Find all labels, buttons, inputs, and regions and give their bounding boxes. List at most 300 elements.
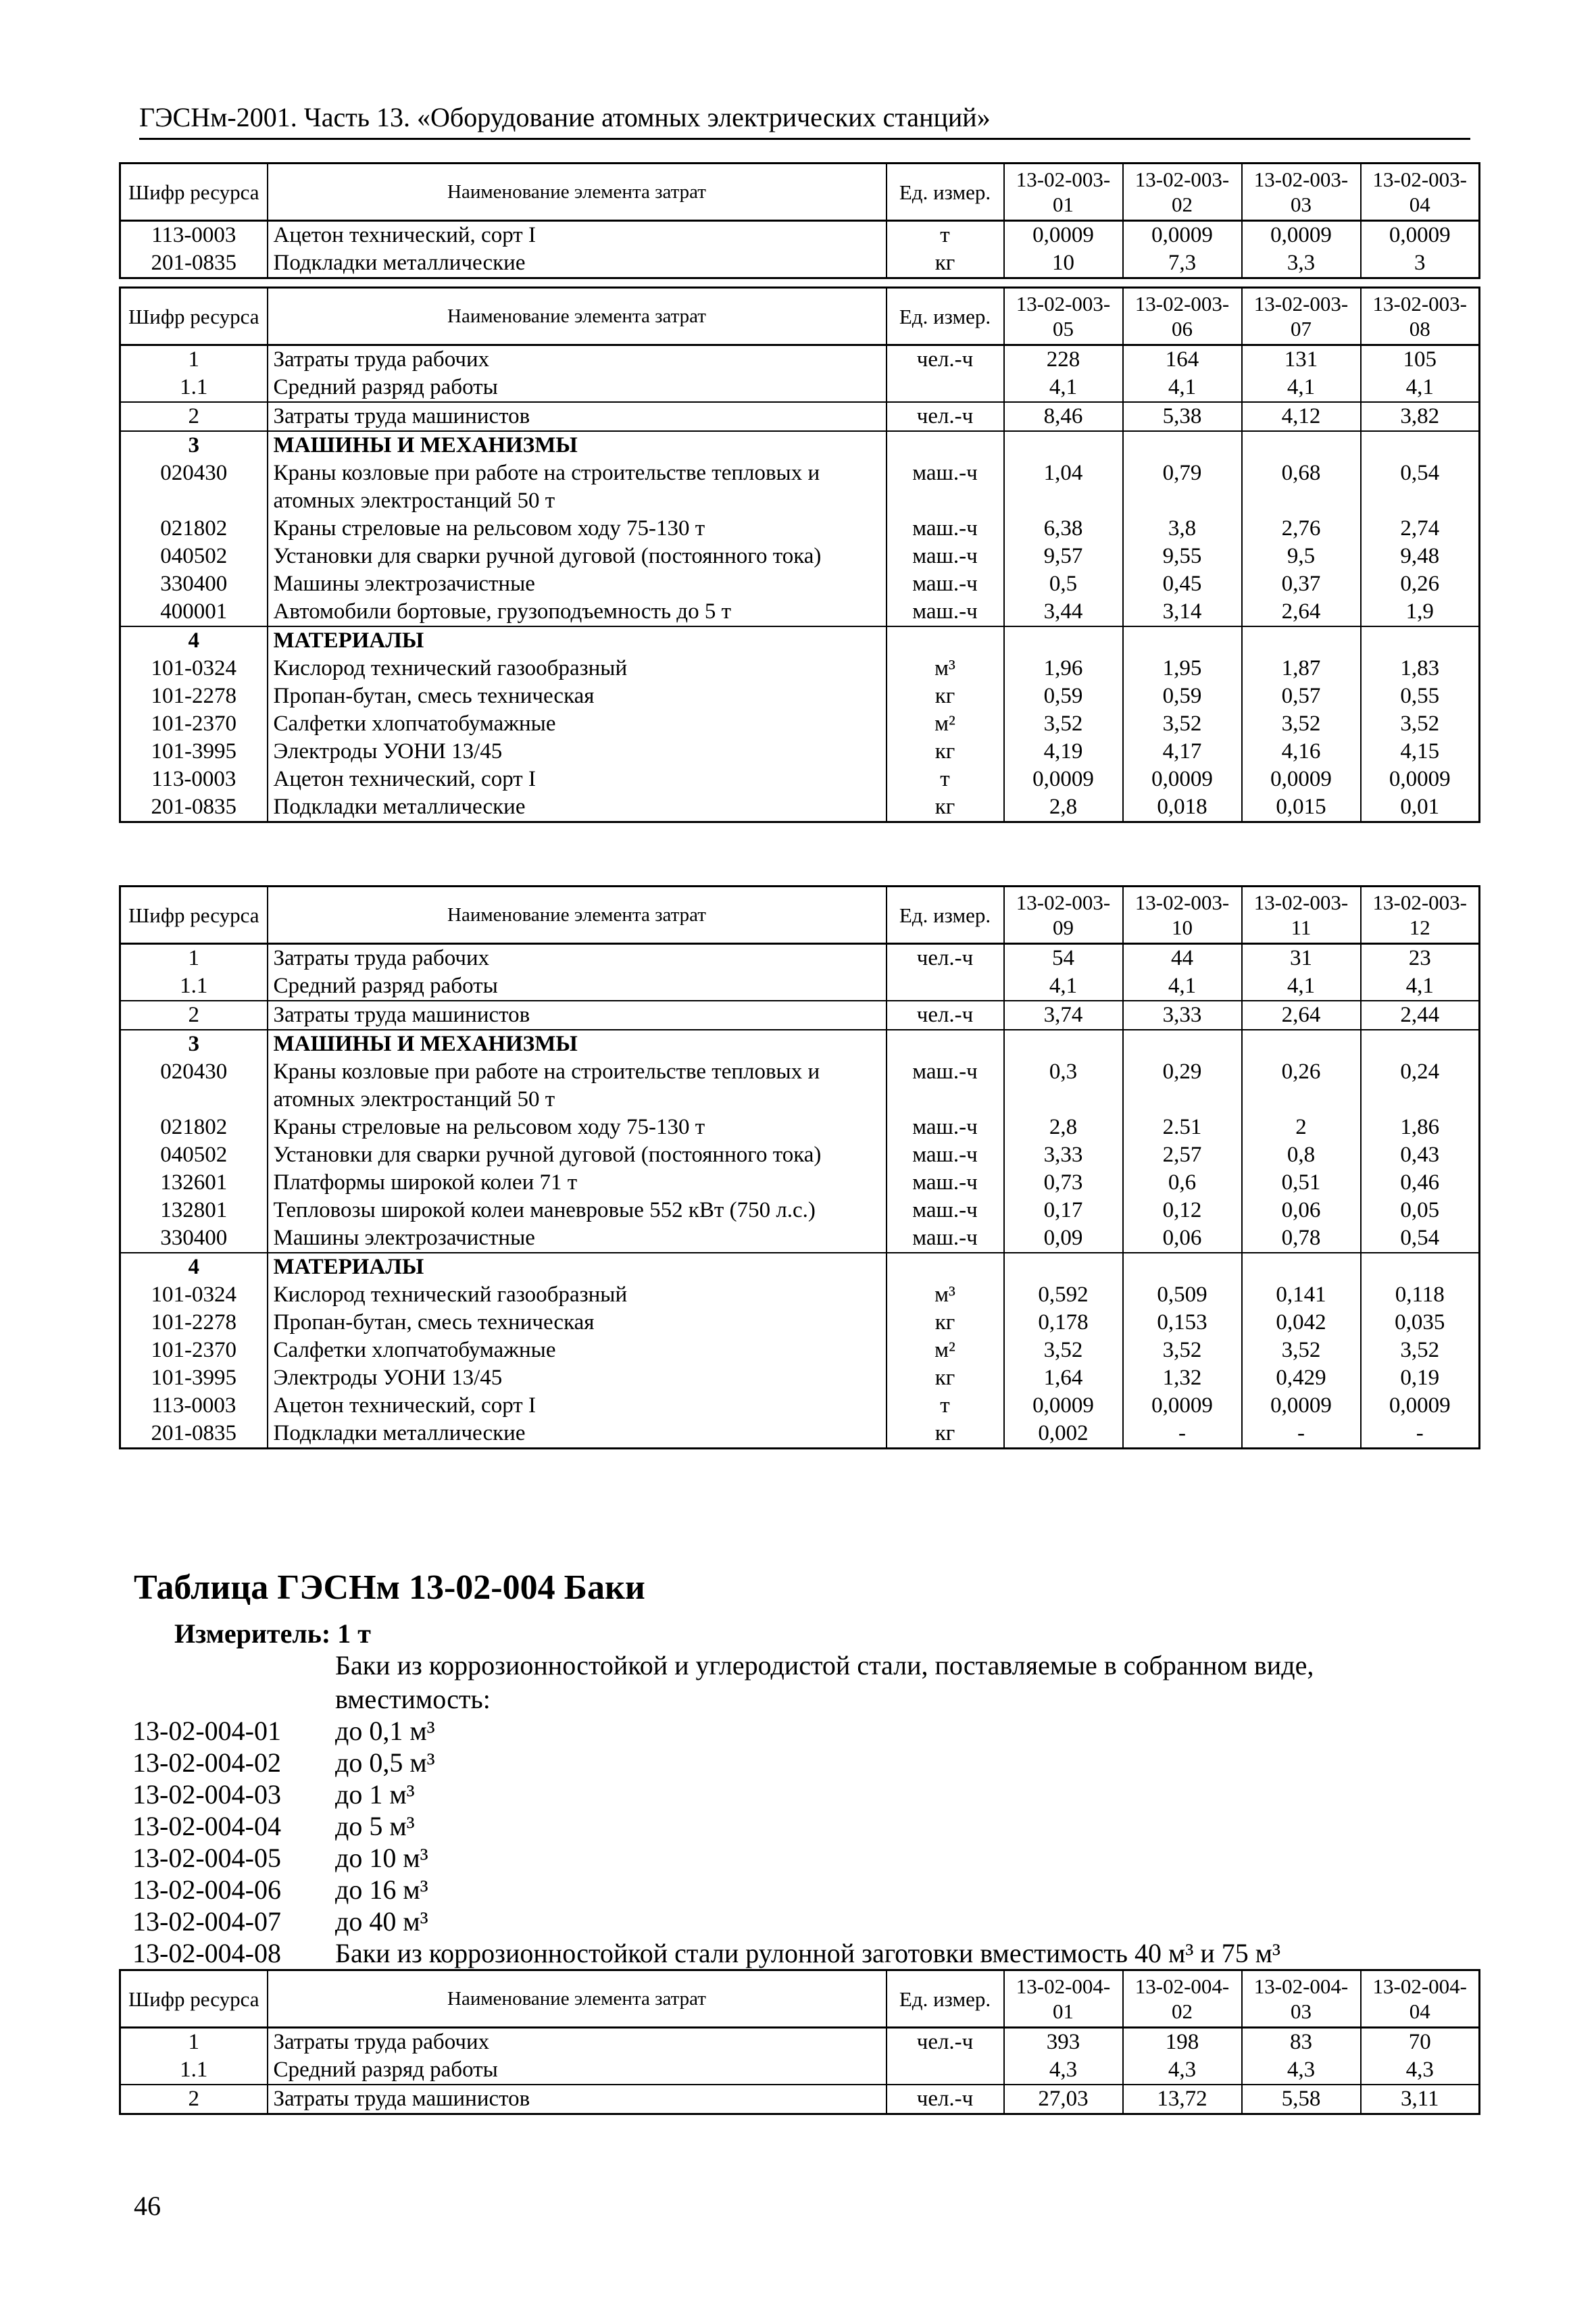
resource-value: 0,0009 xyxy=(1361,766,1480,793)
resource-code: 2 xyxy=(120,2085,268,2114)
table-row xyxy=(120,1141,1480,1169)
resource-value: 10 xyxy=(1004,249,1123,278)
header-norm-code: 13-02-003-08 xyxy=(1361,288,1480,345)
item-code: 13-02-004-01 xyxy=(132,1716,281,1746)
resource-value xyxy=(1123,431,1242,459)
resource-value: 23 xyxy=(1361,944,1480,973)
table-row xyxy=(120,1253,1480,1281)
resource-value: 3,44 xyxy=(1004,598,1123,626)
resource-code: 101-2370 xyxy=(120,710,268,738)
page-number: 46 xyxy=(134,2191,161,2221)
resource-value: 4,3 xyxy=(1004,2056,1123,2085)
resource-name: Краны стреловые на рельсовом ходу 75-130 т xyxy=(268,515,887,543)
resource-value: 0,59 xyxy=(1123,682,1242,710)
item-list xyxy=(132,1715,1477,1969)
resource-name: Ацетон технический, сорт I xyxy=(268,766,887,793)
header-unit: Ед. измер. xyxy=(887,887,1004,944)
resource-value: 0,73 xyxy=(1004,1169,1123,1197)
table-header-row xyxy=(120,887,1480,944)
table-row xyxy=(120,655,1480,682)
resource-value: 4,1 xyxy=(1242,972,1361,1001)
resource-value: 2,44 xyxy=(1361,1001,1480,1030)
resource-value: 3,52 xyxy=(1004,710,1123,738)
table-row xyxy=(120,944,1480,973)
resource-name: Средний разряд работы xyxy=(268,2056,887,2085)
resource-value xyxy=(1242,431,1361,459)
resource-value: 2,74 xyxy=(1361,515,1480,543)
resource-code: 4 xyxy=(120,1253,268,1281)
resource-name: Машины электрозачистные xyxy=(268,570,887,598)
item-text: до 10 м³ xyxy=(335,1843,428,1873)
table-header-row xyxy=(120,164,1480,221)
resource-code: 1 xyxy=(120,2028,268,2057)
resource-value: 0,035 xyxy=(1361,1309,1480,1337)
header-norm-code: 13-02-003-07 xyxy=(1242,288,1361,345)
resource-value xyxy=(1004,626,1123,655)
resource-value: 13,72 xyxy=(1123,2085,1242,2114)
item-code: 13-02-004-03 xyxy=(132,1779,281,1810)
resource-code: 113-0003 xyxy=(120,221,268,250)
resource-value: 4,1 xyxy=(1242,374,1361,402)
resource-value: 2,64 xyxy=(1242,1001,1361,1030)
header-norm-code: 13-02-004-01 xyxy=(1004,1970,1123,2028)
header-code: Шифр ресурса xyxy=(120,887,268,944)
resource-value: 0,0009 xyxy=(1004,221,1123,250)
header-norm-code: 13-02-003-12 xyxy=(1361,887,1480,944)
item-text: до 1 м³ xyxy=(335,1779,415,1810)
item-row xyxy=(132,1842,1477,1874)
header-name: Наименование элемента затрат xyxy=(268,1970,887,2028)
resource-code: 201-0835 xyxy=(120,1420,268,1449)
resource-value: 0,0009 xyxy=(1123,1392,1242,1420)
resource-unit: м² xyxy=(887,1337,1004,1364)
table-row xyxy=(120,543,1480,570)
item-text: до 5 м³ xyxy=(335,1811,415,1841)
section-title: Таблица ГЭСНм 13-02-004 Баки xyxy=(134,1568,645,1607)
resource-value: 3,52 xyxy=(1004,1337,1123,1364)
resource-value: 0,5 xyxy=(1004,570,1123,598)
resource-name: Краны козловые при работе на строительстве тепловых и атомных электростанций 50 т xyxy=(268,1058,887,1114)
resource-code: 101-2278 xyxy=(120,1309,268,1337)
item-row xyxy=(132,1874,1477,1906)
resource-name: Подкладки металлические xyxy=(268,1420,887,1449)
resource-value xyxy=(1361,431,1480,459)
resource-unit: маш.-ч xyxy=(887,1169,1004,1197)
table-row xyxy=(120,1030,1480,1058)
header-norm-code: 13-02-003-10 xyxy=(1123,887,1242,944)
item-row xyxy=(132,1906,1477,1937)
table-row xyxy=(120,1281,1480,1309)
resource-value: 1,96 xyxy=(1004,655,1123,682)
table-row xyxy=(120,431,1480,459)
resource-value: 4,1 xyxy=(1361,972,1480,1001)
header-norm-code: 13-02-003-03 xyxy=(1242,164,1361,221)
resource-value: 0,29 xyxy=(1123,1058,1242,1114)
resource-value: 164 xyxy=(1123,345,1242,374)
resource-value: 0,6 xyxy=(1123,1169,1242,1197)
item-row xyxy=(132,1778,1477,1810)
resource-unit: маш.-ч xyxy=(887,570,1004,598)
resource-value: - xyxy=(1123,1420,1242,1449)
resource-value: 5,38 xyxy=(1123,402,1242,431)
resource-value: 9,57 xyxy=(1004,543,1123,570)
resource-value: 0,54 xyxy=(1361,459,1480,515)
resource-table-003-01-04 xyxy=(119,162,1480,279)
resource-value: 1,95 xyxy=(1123,655,1242,682)
resource-value: 31 xyxy=(1242,944,1361,973)
resource-value: 3,14 xyxy=(1123,598,1242,626)
resource-name: Краны козловые при работе на строительстве тепловых и атомных электростанций 50 т xyxy=(268,459,887,515)
resource-unit: чел.-ч xyxy=(887,2028,1004,2057)
table-row xyxy=(120,598,1480,626)
resource-unit: маш.-ч xyxy=(887,543,1004,570)
resource-value: - xyxy=(1361,1420,1480,1449)
item-text: Баки из коррозионностойкой стали рулонной заготовки вместимость 40 м³ и 75 м³ xyxy=(335,1938,1281,1968)
resource-value xyxy=(1004,1030,1123,1058)
resource-value: 0,26 xyxy=(1361,570,1480,598)
resource-name: Затраты труда машинистов xyxy=(268,2085,887,2114)
resource-value: 4,19 xyxy=(1004,738,1123,766)
resource-value: 0,46 xyxy=(1361,1169,1480,1197)
resource-name: Затраты труда машинистов xyxy=(268,1001,887,1030)
table-row xyxy=(120,459,1480,515)
resource-value: 0,06 xyxy=(1242,1197,1361,1224)
resource-value: 4,1 xyxy=(1123,374,1242,402)
resource-value xyxy=(1361,1030,1480,1058)
resource-unit: маш.-ч xyxy=(887,1141,1004,1169)
resource-code: 201-0835 xyxy=(120,793,268,822)
table-row xyxy=(120,249,1480,278)
resource-unit: маш.-ч xyxy=(887,459,1004,515)
resource-value: 0,54 xyxy=(1361,1224,1480,1253)
measure-unit: Измеритель: 1 т xyxy=(174,1618,371,1649)
resource-unit: м³ xyxy=(887,655,1004,682)
resource-value: 0,018 xyxy=(1123,793,1242,822)
resource-value: 0,0009 xyxy=(1004,1392,1123,1420)
resource-name: Средний разряд работы xyxy=(268,374,887,402)
resource-value xyxy=(1123,626,1242,655)
resource-unit: чел.-ч xyxy=(887,2085,1004,2114)
resource-value: 5,58 xyxy=(1242,2085,1361,2114)
resource-code: 021802 xyxy=(120,1114,268,1141)
resource-name: Ацетон технический, сорт I xyxy=(268,221,887,250)
resource-code: 040502 xyxy=(120,1141,268,1169)
resource-value: 3,74 xyxy=(1004,1001,1123,1030)
resource-code: 132801 xyxy=(120,1197,268,1224)
table-row xyxy=(120,1337,1480,1364)
table-header-row xyxy=(120,1970,1480,2028)
table-row xyxy=(120,1364,1480,1392)
resource-unit: маш.-ч xyxy=(887,598,1004,626)
resource-value xyxy=(1242,626,1361,655)
resource-value: 7,3 xyxy=(1123,249,1242,278)
resource-value: 70 xyxy=(1361,2028,1480,2057)
resource-unit: чел.-ч xyxy=(887,345,1004,374)
resource-unit: чел.-ч xyxy=(887,402,1004,431)
resource-value: 3,33 xyxy=(1004,1141,1123,1169)
resource-table-003-09-12 xyxy=(119,885,1480,1449)
resource-value: 8,46 xyxy=(1004,402,1123,431)
resource-value: 4,3 xyxy=(1123,2056,1242,2085)
resource-code: 1.1 xyxy=(120,374,268,402)
resource-name: Установки для сварки ручной дуговой (постоянного тока) xyxy=(268,543,887,570)
resource-value: 3,52 xyxy=(1123,710,1242,738)
table-row xyxy=(120,2056,1480,2085)
resource-value: 0,118 xyxy=(1361,1281,1480,1309)
resource-value: 0,592 xyxy=(1004,1281,1123,1309)
resource-value: 0,153 xyxy=(1123,1309,1242,1337)
resource-unit: т xyxy=(887,221,1004,250)
resource-value: 4,15 xyxy=(1361,738,1480,766)
resource-value: 0,509 xyxy=(1123,1281,1242,1309)
table-row xyxy=(120,682,1480,710)
resource-name: Затраты труда рабочих xyxy=(268,345,887,374)
header-norm-code: 13-02-003-01 xyxy=(1004,164,1123,221)
resource-code: 113-0003 xyxy=(120,766,268,793)
page-header: ГЭСНм-2001. Часть 13. «Оборудование атомных электрических станций» xyxy=(139,100,1470,140)
resource-value xyxy=(1242,1253,1361,1281)
resource-unit: маш.-ч xyxy=(887,515,1004,543)
table-header-row xyxy=(120,288,1480,345)
resource-unit xyxy=(887,2056,1004,2085)
resource-value: 131 xyxy=(1242,345,1361,374)
resource-name: Автомобили бортовые, грузоподъемность до 5 т xyxy=(268,598,887,626)
table-row xyxy=(120,570,1480,598)
resource-value: 2.51 xyxy=(1123,1114,1242,1141)
resource-name: Салфетки хлопчатобумажные xyxy=(268,1337,887,1364)
resource-value: 0,141 xyxy=(1242,1281,1361,1309)
resource-value: 4,1 xyxy=(1123,972,1242,1001)
resource-value: 3,8 xyxy=(1123,515,1242,543)
resource-value: 0,0009 xyxy=(1123,221,1242,250)
resource-code: 1.1 xyxy=(120,972,268,1001)
item-row xyxy=(132,1747,1477,1778)
resource-value xyxy=(1004,1253,1123,1281)
resource-value: 44 xyxy=(1123,944,1242,973)
resource-value: 0,429 xyxy=(1242,1364,1361,1392)
resource-value: 0,57 xyxy=(1242,682,1361,710)
resource-name: Пропан-бутан, смесь техническая xyxy=(268,682,887,710)
resource-value xyxy=(1361,1253,1480,1281)
resource-unit: чел.-ч xyxy=(887,1001,1004,1030)
resource-value: 4,3 xyxy=(1361,2056,1480,2085)
resource-unit: маш.-ч xyxy=(887,1224,1004,1253)
resource-unit: т xyxy=(887,766,1004,793)
resource-value: 0,3 xyxy=(1004,1058,1123,1114)
table-row xyxy=(120,1224,1480,1253)
resource-value: 4,17 xyxy=(1123,738,1242,766)
header-name: Наименование элемента затрат xyxy=(268,164,887,221)
resource-value xyxy=(1242,1030,1361,1058)
resource-name: Ацетон технический, сорт I xyxy=(268,1392,887,1420)
table-row xyxy=(120,710,1480,738)
resource-unit: м³ xyxy=(887,1281,1004,1309)
resource-value: 2,76 xyxy=(1242,515,1361,543)
table-row xyxy=(120,402,1480,431)
resource-code: 2 xyxy=(120,1001,268,1030)
item-code: 13-02-004-08 xyxy=(132,1938,281,1968)
table-row xyxy=(120,1001,1480,1030)
resource-value: 2,8 xyxy=(1004,793,1123,822)
resource-value: 0,05 xyxy=(1361,1197,1480,1224)
resource-value: 4,16 xyxy=(1242,738,1361,766)
header-norm-code: 13-02-003-02 xyxy=(1123,164,1242,221)
resource-name: МАШИНЫ И МЕХАНИЗМЫ xyxy=(268,1030,887,1058)
resource-unit: т xyxy=(887,1392,1004,1420)
resource-unit: маш.-ч xyxy=(887,1197,1004,1224)
resource-unit xyxy=(887,431,1004,459)
header-norm-code: 13-02-004-02 xyxy=(1123,1970,1242,2028)
item-text: до 0,1 м³ xyxy=(335,1716,435,1746)
resource-value: 0,68 xyxy=(1242,459,1361,515)
resource-value: - xyxy=(1242,1420,1361,1449)
table-row xyxy=(120,626,1480,655)
resource-name: Затраты труда рабочих xyxy=(268,2028,887,2057)
resource-code: 2 xyxy=(120,402,268,431)
resource-name: МАТЕРИАЛЫ xyxy=(268,626,887,655)
resource-unit xyxy=(887,1030,1004,1058)
resource-code: 201-0835 xyxy=(120,249,268,278)
resource-value: 0,09 xyxy=(1004,1224,1123,1253)
resource-code: 101-2278 xyxy=(120,682,268,710)
resource-value: 0,002 xyxy=(1004,1420,1123,1449)
table-row xyxy=(120,1058,1480,1114)
resource-name: МАШИНЫ И МЕХАНИЗМЫ xyxy=(268,431,887,459)
resource-unit xyxy=(887,374,1004,402)
resource-value: 3,52 xyxy=(1361,1337,1480,1364)
item-code: 13-02-004-04 xyxy=(132,1811,281,1841)
header-unit: Ед. измер. xyxy=(887,288,1004,345)
resource-value: 4,12 xyxy=(1242,402,1361,431)
header-norm-code: 13-02-003-09 xyxy=(1004,887,1123,944)
resource-value: 0,26 xyxy=(1242,1058,1361,1114)
table-row xyxy=(120,1420,1480,1449)
resource-value: 0,79 xyxy=(1123,459,1242,515)
item-code: 13-02-004-02 xyxy=(132,1747,281,1778)
item-code: 13-02-004-07 xyxy=(132,1906,281,1937)
resource-code: 400001 xyxy=(120,598,268,626)
item-code: 13-02-004-05 xyxy=(132,1843,281,1873)
resource-unit xyxy=(887,972,1004,1001)
table-row xyxy=(120,2028,1480,2057)
item-row xyxy=(132,1937,1477,1969)
resource-unit: кг xyxy=(887,249,1004,278)
resource-value: 3,52 xyxy=(1242,710,1361,738)
resource-table-004-01-04 xyxy=(119,1969,1480,2115)
resource-unit xyxy=(887,626,1004,655)
table-row xyxy=(120,1197,1480,1224)
resource-code: 1 xyxy=(120,944,268,973)
resource-value: 4,1 xyxy=(1004,972,1123,1001)
resource-value: 0,0009 xyxy=(1361,1392,1480,1420)
resource-value xyxy=(1361,626,1480,655)
resource-value: 1,87 xyxy=(1242,655,1361,682)
resource-name: Электроды УОНИ 13/45 xyxy=(268,738,887,766)
resource-value xyxy=(1123,1253,1242,1281)
resource-value: 4,1 xyxy=(1004,374,1123,402)
table-row xyxy=(120,2085,1480,2114)
resource-name: Электроды УОНИ 13/45 xyxy=(268,1364,887,1392)
resource-value: 0,43 xyxy=(1361,1141,1480,1169)
item-row xyxy=(132,1715,1477,1747)
table-row xyxy=(120,515,1480,543)
resource-value: 0,178 xyxy=(1004,1309,1123,1337)
resource-value: 1,04 xyxy=(1004,459,1123,515)
resource-value: 0,042 xyxy=(1242,1309,1361,1337)
resource-code: 1 xyxy=(120,345,268,374)
header-norm-code: 13-02-003-04 xyxy=(1361,164,1480,221)
resource-code: 132601 xyxy=(120,1169,268,1197)
resource-name: Кислород технический газообразный xyxy=(268,655,887,682)
resource-value: 0,0009 xyxy=(1242,1392,1361,1420)
resource-value: 0,17 xyxy=(1004,1197,1123,1224)
resource-unit: кг xyxy=(887,1309,1004,1337)
resource-value: 0,51 xyxy=(1242,1169,1361,1197)
resource-value: 0,37 xyxy=(1242,570,1361,598)
resource-code: 101-3995 xyxy=(120,1364,268,1392)
item-code: 13-02-004-06 xyxy=(132,1874,281,1905)
resource-code: 4 xyxy=(120,626,268,655)
resource-value: 54 xyxy=(1004,944,1123,973)
resource-code: 330400 xyxy=(120,1224,268,1253)
resource-code: 040502 xyxy=(120,543,268,570)
resource-unit: кг xyxy=(887,738,1004,766)
resource-value: 0,8 xyxy=(1242,1141,1361,1169)
resource-value: 9,48 xyxy=(1361,543,1480,570)
resource-name: Подкладки металлические xyxy=(268,249,887,278)
header-unit: Ед. измер. xyxy=(887,164,1004,221)
resource-name: Кислород технический газообразный xyxy=(268,1281,887,1309)
resource-value: 0,24 xyxy=(1361,1058,1480,1114)
resource-code: 101-3995 xyxy=(120,738,268,766)
resource-value: 0,01 xyxy=(1361,793,1480,822)
resource-value: 0,55 xyxy=(1361,682,1480,710)
resource-name: МАТЕРИАЛЫ xyxy=(268,1253,887,1281)
header-norm-code: 13-02-003-05 xyxy=(1004,288,1123,345)
table-row xyxy=(120,766,1480,793)
header-unit: Ед. измер. xyxy=(887,1970,1004,2028)
resource-value: 198 xyxy=(1123,2028,1242,2057)
resource-value: 4,1 xyxy=(1361,374,1480,402)
resource-value: 228 xyxy=(1004,345,1123,374)
resource-value: 3,3 xyxy=(1242,249,1361,278)
resource-value: 393 xyxy=(1004,2028,1123,2057)
resource-name: Установки для сварки ручной дуговой (постоянного тока) xyxy=(268,1141,887,1169)
header-norm-code: 13-02-003-11 xyxy=(1242,887,1361,944)
resource-code: 021802 xyxy=(120,515,268,543)
header-norm-code: 13-02-004-03 xyxy=(1242,1970,1361,2028)
header-name: Наименование элемента затрат xyxy=(268,887,887,944)
resource-value: 0,12 xyxy=(1123,1197,1242,1224)
resource-value: 9,55 xyxy=(1123,543,1242,570)
resource-value: 0,015 xyxy=(1242,793,1361,822)
item-text: до 16 м³ xyxy=(335,1874,428,1905)
resource-value: 0,0009 xyxy=(1361,221,1480,250)
resource-code: 330400 xyxy=(120,570,268,598)
resource-code: 3 xyxy=(120,1030,268,1058)
header-code: Шифр ресурса xyxy=(120,288,268,345)
resource-value: 1,9 xyxy=(1361,598,1480,626)
resource-value: 2,8 xyxy=(1004,1114,1123,1141)
item-row xyxy=(132,1810,1477,1842)
header-norm-code: 13-02-004-04 xyxy=(1361,1970,1480,2028)
resource-code: 1.1 xyxy=(120,2056,268,2085)
table-row xyxy=(120,221,1480,250)
resource-value: 0,19 xyxy=(1361,1364,1480,1392)
resource-value: 3 xyxy=(1361,249,1480,278)
table-row xyxy=(120,374,1480,402)
resource-value: 0,06 xyxy=(1123,1224,1242,1253)
